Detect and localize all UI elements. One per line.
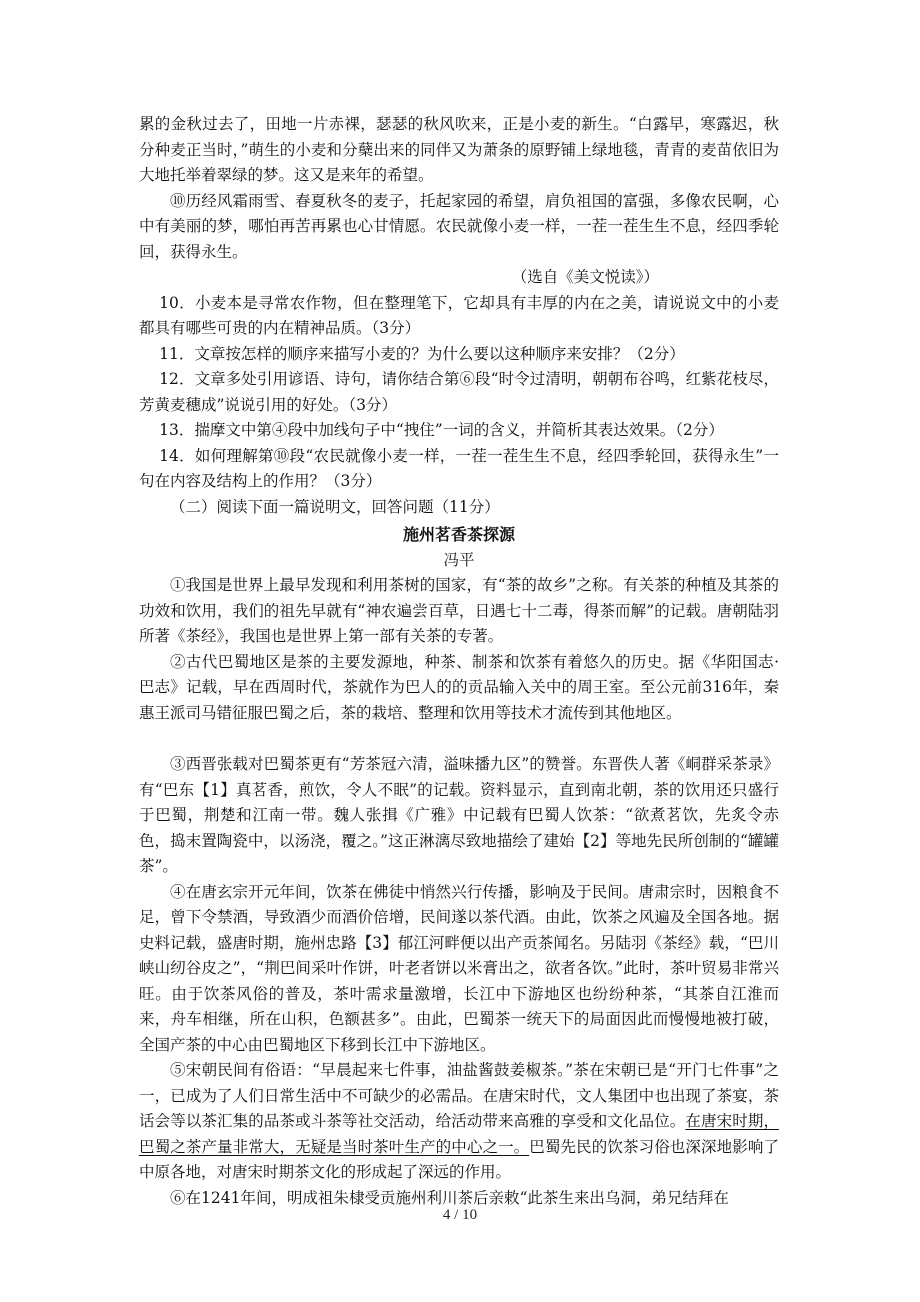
question-11: 11．文章按怎样的顺序来描写小麦的？为什么要以这种顺序来安排？（2分） (159, 344, 685, 363)
page-number: 4 / 10 (442, 1207, 478, 1223)
article-paragraph-6: ⑥在1241年间，明成祖朱棣受贡施州利川茶后亲敕“此茶生来出乌洞，弟兄结拜在 (170, 1188, 729, 1207)
article-paragraph-1: ①我国是世界上最早发现和利用茶树的国家，有“茶的故乡”之称。有关茶的种植及其茶的功效和饮用，我们的祖先早就有“神农遍尝百草，日遇七十二毒，得茶而解”的记载。唐朝陆羽所著《茶经》，我国也是世界上第一部有关茶的专著。 (139, 576, 779, 645)
paragraph-10: ⑩历经风霜雨雪、春夏秋冬的麦子，托起家园的希望，肩负祖国的富强，多像农民啊，心中有美丽的梦，哪怕再苦再累也心甘情愿。农民就像小麦一样，一茬一茬生生不息，经四季轮回，获得永生。 (139, 191, 779, 261)
article-paragraph-2: ②古代巴蜀地区是茶的主要发源地，种茶、制茶和饮茶有着悠久的历史。据《华阳国志·巴志》记载，早在西周时代，茶就作为巴人的的贡品输入关中的周王室。至公元前316年，秦惠王派司马错征服巴蜀之后，茶的栽培、整理和饮用等技术才流传到其他地区。 (139, 652, 779, 722)
source-citation: （选自《美文悦读》） (511, 268, 659, 286)
paragraph-5-text: ⑤宋朝民间有俗语：“早晨起来七件事，油盐酱鼓姜椒茶。”茶在宋朝已是“开门七件事”之一，已成为了人们日常生活中不可缺少的必需品。在唐宋时代，文人集团中也出现了茶宴，茶话会等以茶汇集的品茶或斗茶等社交活动，给活动带来高雅的享受和文化品位。 (139, 1061, 779, 1130)
article-paragraph-3: ③西晋张载对巴蜀茶更有“芳茶冠六清，溢味播九区”的赞誉。东晋佚人著《峒群采茶录》有“巴东【1】真茗香，煎饮，令人不眠”的记载。资料显示，直到南北朝，茶的饮用还只盛行于巴蜀，荆楚和江南一带。魏人张揖《广雅》中记载有巴蜀人饮茶：“欲煮茗饮，先炙令赤色，捣末置陶瓷中，以汤浇，覆之。”这正淋漓尽致地描绘了建始【2】等地先民所创制的“罐罐茶”。 (139, 755, 779, 875)
page-content (139, 112, 779, 1211)
section-heading: （二）阅读下面一篇说明文，回答问题（11分） (170, 497, 500, 516)
blank-gap (139, 726, 779, 752)
question-13: 13．揣摩文中第④段中加线句子中“拽住”一词的含义，并简析其表达效果。（2分） (159, 421, 724, 439)
paragraph-5-text-end: 巴蜀先民的饮茶习俗也深深地影响了中原各地，对唐宋时期茶文化的形成起了深远的作用。 (139, 1137, 779, 1181)
article-paragraph-5 (139, 1058, 779, 1186)
underlined-sentence: 在唐宋时期，巴蜀之茶产量非常大，无疑是当时茶叶生产的中心之一。 (139, 1112, 779, 1156)
paragraph-intro: 累的金秋过去了，田地一片赤裸，瑟瑟的秋风吹来，正是小麦的新生。“白露早，寒露迟，秋分种麦正当时，”萌生的小麦和分蘖出来的同伴又为萧条的原野铺上绿地毯，青青的麦苗依旧为大地托举着翠绿的梦。这又是来年的希望。 (139, 115, 779, 184)
question-10: 10．小麦本是寻常农作物，但在整理笔下，它却具有丰厚的内在之美，请说说文中的小麦都具有哪些可贵的内在精神品质。（3分） (139, 293, 779, 337)
article-title: 施州茗香茶探源 (402, 525, 515, 544)
article-author: 冯平 (443, 550, 475, 569)
question-14: 14．如何理解第⑩段“农民就像小麦一样，一茬一茬生生不息，经四季轮回，获得永生”一句在内容及结构上的作用？（3分） (139, 446, 779, 490)
question-12: 12．文章多处引用谚语、诗句，请你结合第⑥段“时令过清明，朝朝布谷鸣，红紫花枝尽，芳黄麦穗成”说说引用的好处。（3分） (139, 370, 779, 414)
article-paragraph-4: ④在唐玄宗开元年间，饮茶在佛徒中悄然兴行传播，影响及于民间。唐肃宗时，因粮食不足，曾下令禁酒，导致酒少而酒价倍增，民间遂以茶代酒。由此，饮茶之风遍及全国各地。据史料记载，盛唐时期，施州忠路【3】郁江河畔便以出产贡茶闻名。另陆羽《茶经》载，“巴川峡山纫谷皮之”，“荆巴间采叶作饼，叶老者饼以米膏出之，欲者各饮。”此时，茶叶贸易非常兴旺。由于饮茶风俗的普及，茶叶需求量激增，长江中下游地区也纷纷种茶，“其茶自江淮而来，舟车相继，所在山积，色额甚多”。由此，巴蜀茶一统天下的局面因此而慢慢地被打破，全国产茶的中心由巴蜀地区下移到长江中下游地区。 (139, 882, 779, 1054)
